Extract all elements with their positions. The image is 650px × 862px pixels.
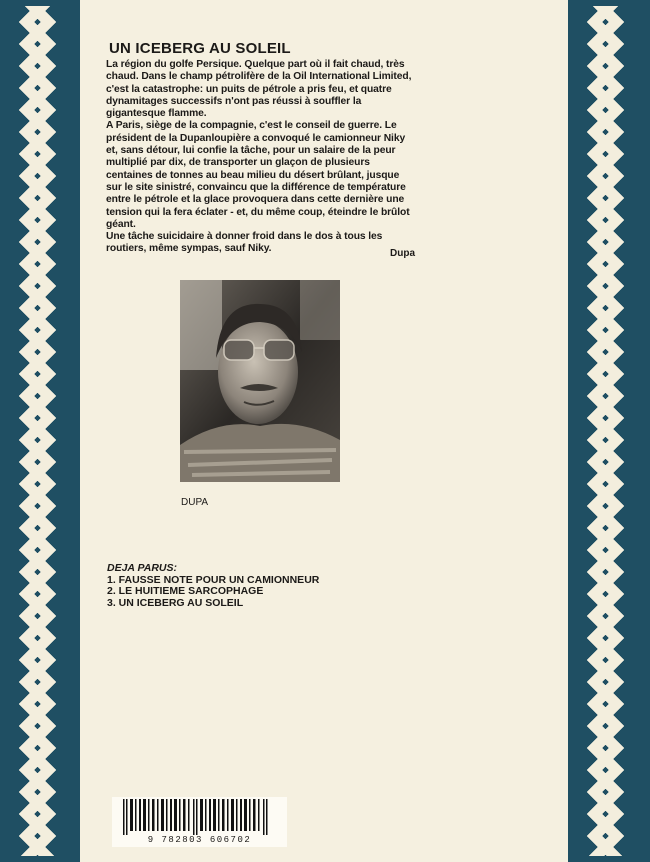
published-heading: DEJA PARUS: bbox=[107, 562, 178, 574]
published-titles-list bbox=[107, 563, 319, 609]
book-summary bbox=[106, 59, 416, 256]
portrait-illustration bbox=[180, 280, 340, 482]
list-item: 2. LE HUITIEME SARCOPHAGE bbox=[107, 585, 264, 597]
summary-paragraph: A Paris, siège de la compagnie, c'est le conseil de guerre. Le président de la Dupanloupière a convoqué le camionneur Niky et, sans détour, lui confie la tâche, pour un salaire de la peur multiplié par dix, de transporter un glaçon de plusieurs centaines de tonnes au beau milieu du désert brûlant, jusque sur le site sinistré, convaincu que la différence de température entre le pétrole et la glace provoquera dans cette dernière une tension qui la fera éclater - et, du même coup, éteindre le brûlot géant. bbox=[106, 120, 410, 230]
left-chevron-border bbox=[0, 0, 80, 862]
right-chevron-border bbox=[568, 0, 650, 862]
author-signature: Dupa bbox=[390, 248, 415, 259]
isbn-number: 9 782803 606702 bbox=[147, 835, 252, 845]
summary-paragraph: La région du golfe Persique. Quelque part où il fait chaud, très chaud. Dans le champ pétrolifère de la Oil International Limited, c'est la catastrophe: un puits de pétrole a pris feu, et quatre dynamitages successifs n'ont pas réussi à souffler la gigantesque flamme. bbox=[106, 59, 412, 120]
summary-paragraph: Une tâche suicidaire à donner froid dans le dos à tous les routiers, même sympas, sauf Niky. bbox=[106, 231, 383, 255]
list-item: 1. FAUSSE NOTE POUR UN CAMIONNEUR bbox=[107, 573, 320, 586]
photo-caption: DUPA bbox=[181, 497, 209, 508]
book-title: UN ICEBERG AU SOLEIL bbox=[109, 40, 291, 57]
isbn-barcode bbox=[112, 797, 287, 847]
barcode-bars bbox=[117, 799, 282, 835]
author-portrait-photo bbox=[180, 280, 340, 482]
list-item: 3. UN ICEBERG AU SOLEIL bbox=[107, 596, 244, 609]
